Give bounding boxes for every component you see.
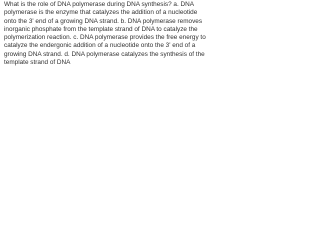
question-card: [0, 0, 213, 88]
question-text: What is the role of DNA polymerase during DNA synthesis? a. DNA polymerase is the enzyme that catalyzes the addition of a nucleotide onto the 3' end of a growing DNA strand. b. DNA polymerase removes inorganic phosphate from the template strand of DNA to catalyze the polymerization reaction. c. DNA polymerase provides the free energy to catalyze the endergonic addition of a nucleotide onto the 3' end of a growing DNA strand. d. DNA polymerase catalyzes the synthesis of the template strand of DNA: [4, 1, 206, 67]
